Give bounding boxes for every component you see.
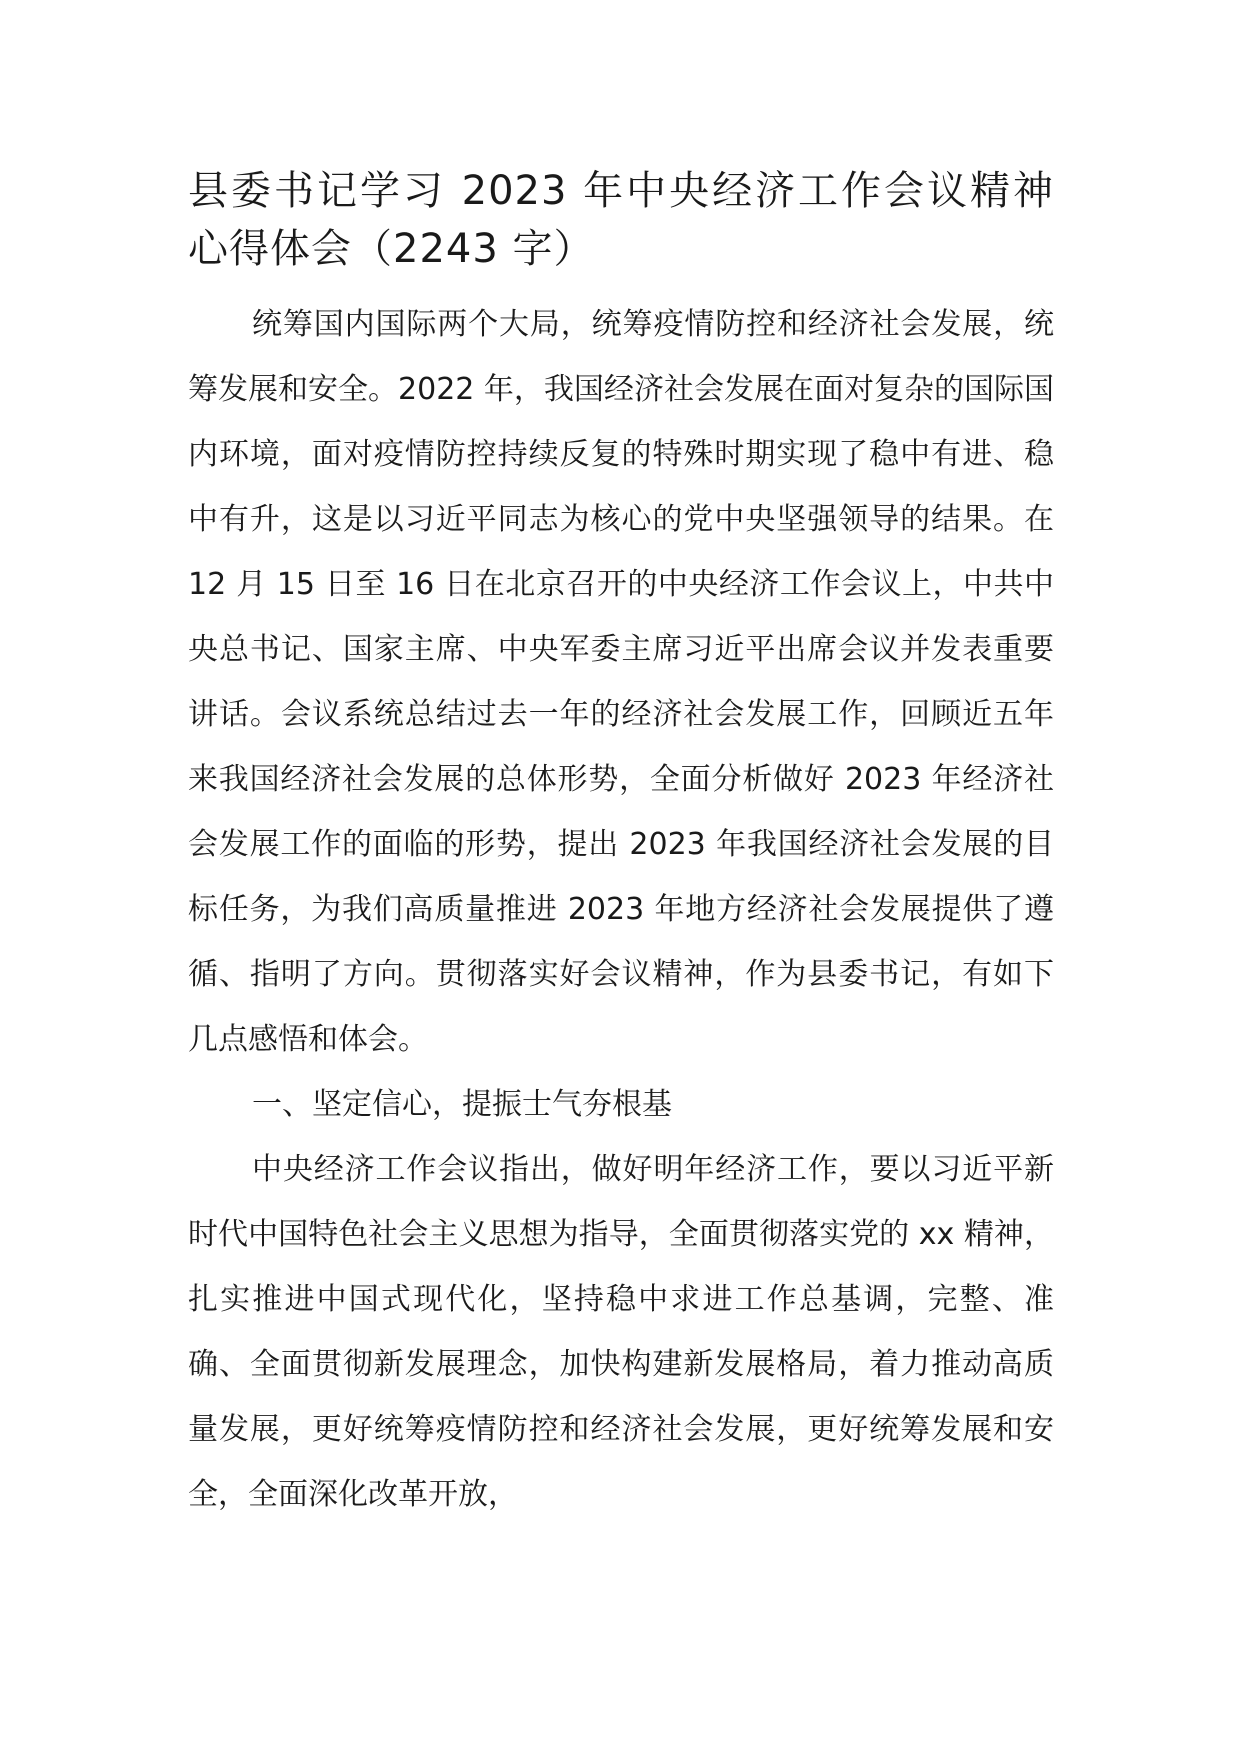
document-title: 县委书记学习 2023 年中央经济工作会议精神心得体会（2243 字） (188, 168, 1054, 272)
section-heading-1: 一、坚定信心，提振士气夯根基 (252, 1087, 672, 1122)
document-body (188, 162, 1054, 1527)
intro-paragraph: 统筹国内国际两个大局，统筹疫情防控和经济社会发展，统筹发展和安全。2022 年，我国经济社会发展在面对复杂的国际国内环境，面对疫情防控持续反复的特殊时期实现了稳中有进、稳中有升，这是以习近平同志为核心的党中央坚强领导的结果。在 12 月 15 日至 16 日在北京召开的中央经济工作会议上，中共中央总书记、国家主席、中央军委主席习近平出席会议并发表重要讲话。会议系统总结过去一年的经济社会发展工作，回顾近五年来我国经济社会发展的总体形势，全面分析做好 2023 年经济社会发展工作的面临的形势，提出 2023 年我国经济社会发展的目标任务，为我们高质量推进 2023 年地方经济社会发展提供了遵循、指明了方向。贯彻落实好会议精神，作为县委书记，有如下几点感悟和体会。 (188, 307, 1054, 1057)
section-1-paragraph: 中央经济工作会议指出，做好明年经济工作，要以习近平新时代中国特色社会主义思想为指导，全面贯彻落实党的 xx 精神，扎实推进中国式现代化，坚持稳中求进工作总基调，完整、准确、全面贯彻新发展理念，加快构建新发展格局，着力推动高质量发展，更好统筹疫情防控和经济社会发展，更好统筹发展和安全，全面深化改革开放， (188, 1152, 1054, 1512)
